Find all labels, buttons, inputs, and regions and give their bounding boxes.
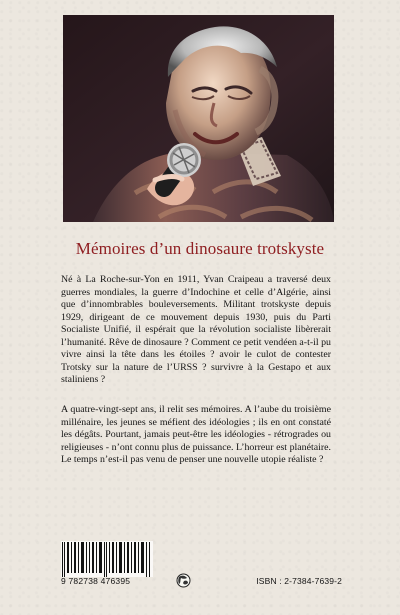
ean-barcode [61, 541, 153, 586]
barcode-number: 9 782738 476395 [61, 576, 131, 586]
author-photo [63, 15, 334, 222]
book-title: Mémoires d’un dinosaure trotskyste [75, 239, 325, 258]
author-biography: Né à La Roche-sur-Yon en 1911, Yvan Craipeau a traversé deux guerres mondiales, la guerre d’Indochine et celle d’Algérie, ainsi que d’innombrables bouleversements. Militant trotskyste depuis 1929, dirigeant de ce mouvement depuis 1930, puis du Parti Socialiste Unifié, il espérait que la révolution socialiste libèrerait l’humanité. Rêve de dinosaure ? Comment ce petit vendéen a-t-il pu vivre ainsi la tête dans les étoiles ? avoir le culot de contester Trotsky sur la nature de l’URSS ? survivre à la Gestapo et aux staliniens ? [61, 274, 331, 385]
isbn-number: ISBN : 2-7384-7639-2 [256, 576, 342, 586]
book-description: A quatre-vingt-sept ans, il relit ses mémoires. A l’aube du troisième millénaire, les jeunes se méfient des idéologies ; ils en ont constaté les dégâts. Pourtant, jamais peut-être les idéologies - rétrogrades ou religieuses - n’ont connu plus de puissance. L’horreur est planétaire. Le temps n’est-il pas venu de penser une nouvelle utopie réaliste ? [61, 404, 331, 465]
globe-icon [176, 573, 191, 588]
